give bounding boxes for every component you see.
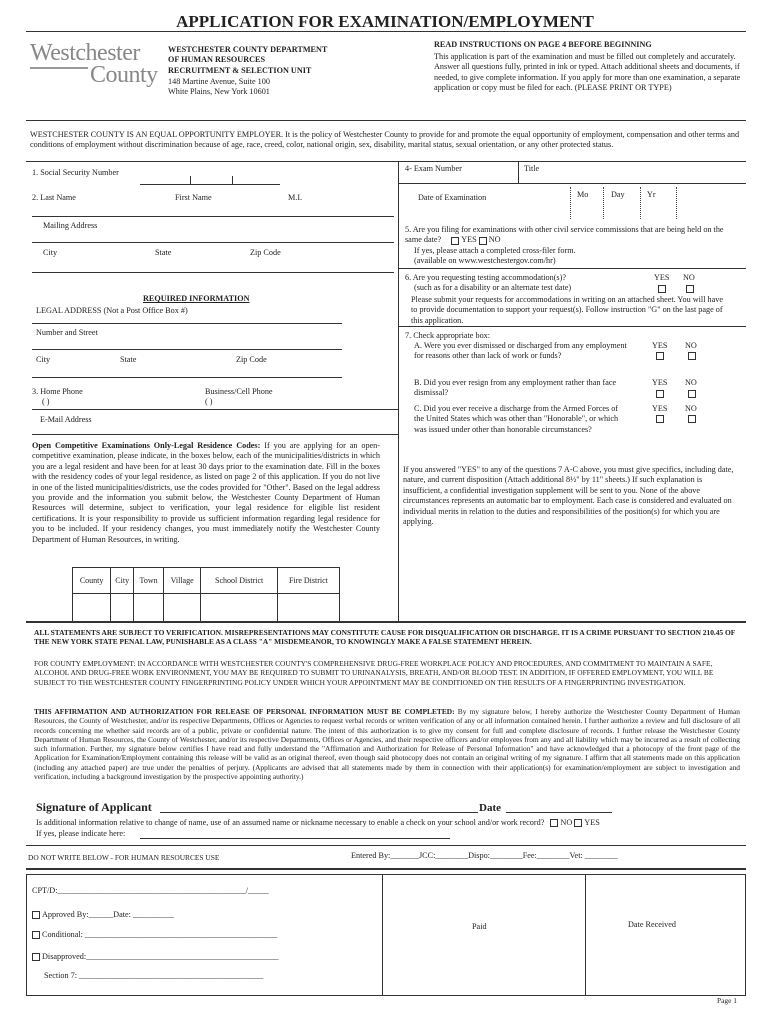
year-label: Yr xyxy=(647,190,656,199)
q7b-no-checkbox[interactable] xyxy=(688,390,696,398)
name-change-field[interactable] xyxy=(140,828,450,838)
code-county-input[interactable] xyxy=(73,594,111,622)
business-phone-paren: ( ) xyxy=(205,397,213,406)
mi-label: M.I. xyxy=(288,193,303,202)
month-label: Mo xyxy=(577,190,589,199)
phone-field[interactable] xyxy=(32,397,394,409)
q7c-yes-label: YES xyxy=(652,404,668,413)
name-change-yes-checkbox[interactable] xyxy=(574,819,582,827)
zip-label: Zip Code xyxy=(250,248,281,257)
q7a-yes-checkbox[interactable] xyxy=(656,352,664,360)
hr-section7-line: Section 7: _____________________________________________ xyxy=(44,971,264,980)
verification-statement: ALL STATEMENTS ARE SUBJECT TO VERIFICATION. MISREPRESENTATIONS MAY CONSTITUTE CAUSE FOR DISQUALIFICATION OR DISCHARGE. IT IS A CRIME PURSUANT TO SECTION 210.45 OF THE NEW YORK STATE PENAL LAW, PUNISHABLE AS A CLASS "A" MISDEMEANOR, TO KNOWINGLY MAKE A FALSE STATEMENT HEREIN. xyxy=(34,628,735,647)
q7c-yes-checkbox[interactable] xyxy=(656,415,664,423)
q5-text: 5. Are you filing for examinations with other civil service commissions that are being held on the same date? YES NO xyxy=(405,225,724,245)
exam-title-field[interactable] xyxy=(520,174,744,182)
hr-use-header: DO NOT WRITE BELOW - FOR HUMAN RESOURCES USE xyxy=(28,853,220,862)
q6-note: Please submit your requests for accommodations in writing on an attached sheet. You will have to provide documentation to support your request(s). Follow instruction "G" on the last page of this application. xyxy=(411,295,723,325)
hr-entered-line: Entered By:_______JCC:________Dispo:________Fee:________Vet: ________ xyxy=(351,851,618,860)
hr-conditional-line: Conditional: _______________________________________________ xyxy=(32,930,277,940)
approved-checkbox[interactable] xyxy=(32,911,40,919)
required-info-heading: REQUIRED INFORMATION xyxy=(143,294,250,303)
name-change-no-checkbox[interactable] xyxy=(550,819,558,827)
q5-note2: (available on www.westchestergov.com/hr) xyxy=(414,256,556,265)
day-label: Day xyxy=(611,190,625,199)
q7a-yes-label: YES xyxy=(652,341,668,350)
code-school-header: School District xyxy=(201,568,278,594)
drug-free-statement: FOR COUNTY EMPLOYMENT: IN ACCORDANCE WITH WESTCHESTER COUNTY'S COMPREHENSIVE DRUG-FREE WORKPLACE POLICY AND PROCEDURES, AND COMMITMENT TO MAINTAIN A SAFE, ALCOHOL AND DRUG-FREE WORK ENVIRONMENT, YOU MAY BE REQUIRED TO SUBMIT TO URINANALYSIS, BREATH, AND/OR BLOOD TEST. IN ADDITION, IF OFFERED EMPLOYMENT, YOU WILL BE SUBJECT TO THE WESTCHESTER COUNTY FINGERPRINTING POLICY UNDER WHICH YOUR APPOINTMENT MAY BE CONDITIONED ON THE RESULTS OF A FINGERPRINTING INVESTIGATION. xyxy=(34,659,714,687)
name-field[interactable] xyxy=(32,203,394,217)
business-phone-label: Business/Cell Phone xyxy=(205,387,273,396)
q6-no-checkbox[interactable] xyxy=(686,285,694,293)
number-street-label: Number and Street xyxy=(36,328,98,337)
q5-yes-checkbox[interactable] xyxy=(451,237,459,245)
q6-yes-checkbox[interactable] xyxy=(658,285,666,293)
page-title: APPLICATION FOR EXAMINATION/EMPLOYMENT xyxy=(176,12,594,31)
ssn-field[interactable] xyxy=(140,170,280,184)
q7c-no-checkbox[interactable] xyxy=(688,415,696,423)
date-label: Date xyxy=(479,802,501,814)
q7b-text: B. Did you ever resign from any employment rather than face dismissal? xyxy=(414,378,617,398)
state-label: State xyxy=(155,248,172,257)
code-county-header: County xyxy=(73,568,111,594)
q7c-no-label: NO xyxy=(685,404,697,413)
first-name-label: First Name xyxy=(175,193,212,202)
signature-date-field[interactable] xyxy=(506,799,612,812)
hr-approved-line: Approved By:______Date: __________ xyxy=(32,910,174,920)
code-school-input[interactable] xyxy=(201,594,278,622)
q5-note1: If yes, please attach a completed cross-filer form. xyxy=(414,246,576,255)
exam-date-label: Date of Examination xyxy=(418,193,487,202)
q6-text: 6. Are you requesting testing accommodation(s)? xyxy=(405,273,566,282)
conditional-checkbox[interactable] xyxy=(32,931,40,939)
residence-codes-text: Open Competitive Examinations Only-Legal Residence Codes: If you are applying for an open-competitive examination, please indicate, in the boxes below, each of the municipalities/districts in which you are a legal resident and have been for at least 30 days prior to the examination date. Fill in the boxes with the residency codes of your legal residence, as listed on page 2 of this application. If you do not live in one of the listed municipalities/districts, use the codes provided for "Other". Based on the legal address you provide and the information you submit below, the Westchester County Department of Human Resources will determine, subject to verification, your legal residence for eligible list resident certifications. It is your responsibility to provide us sufficient information regarding legal residence for you to be included. If your residency changes, you must immediately notify the Westchester County Department of Human Resources, in writing. xyxy=(32,441,381,544)
q5-no-checkbox[interactable] xyxy=(479,237,487,245)
ssn-label: 1. Social Security Number xyxy=(32,168,119,177)
email-field[interactable] xyxy=(32,424,394,434)
hr-date-received-label: Date Received xyxy=(628,920,676,929)
q7b-no-label: NO xyxy=(685,378,697,387)
city-state-zip-field[interactable] xyxy=(32,258,394,272)
q7a-no-checkbox[interactable] xyxy=(688,352,696,360)
instructions-body: This application is part of the examination and must be filled out completely and accurately. Answer all questions fully, printed in ink or typed. Attach additional sheets and documents, if needed, to give complete information. If you apply for more than one examination, a separate application or copy must be filed for each. (PLEASE PRINT OR TYPE) xyxy=(434,52,741,93)
home-phone-paren: ( ) xyxy=(42,397,50,406)
residence-codes-table xyxy=(72,567,340,622)
hr-paid-label: Paid xyxy=(472,922,487,931)
legal-city-state-zip-field[interactable] xyxy=(32,365,394,377)
name-change-indicate-label: If yes, please indicate here: xyxy=(36,829,126,838)
legal-zip-label: Zip Code xyxy=(236,355,267,364)
q7a-text: A. Were you ever dismissed or discharged from any employment for reasons other than lack of work or funds? xyxy=(414,341,627,361)
dept-address: 148 Martine Avenue, Suite 100 White Plains, New York 10601 xyxy=(168,77,270,97)
page-number: Page 1 xyxy=(717,996,737,1005)
eeo-statement: WESTCHESTER COUNTY IS AN EQUAL OPPORTUNITY EMPLOYER. It is the policy of Westchester County to provide for and promote the equal opportunity of employment, compensation and other terms and conditions of employment without discrimination because of age, race, creed, color, national origin, sex, disability, marital status, sexual orientation, or any other protected status. xyxy=(30,130,740,150)
mailing-address-label: Mailing Address xyxy=(43,221,98,230)
exam-number-label: 4- Exam Number xyxy=(405,164,462,173)
code-fire-header: Fire District xyxy=(277,568,339,594)
signature-label: Signature of Applicant xyxy=(36,800,152,814)
code-city-header: City xyxy=(111,568,134,594)
disapproved-checkbox[interactable] xyxy=(32,953,40,961)
last-name-label: 2. Last Name xyxy=(32,193,76,202)
signature-field[interactable] xyxy=(160,798,478,812)
westchester-county-logo: Westchester County xyxy=(30,40,158,88)
code-town-input[interactable] xyxy=(134,594,164,622)
code-fire-input[interactable] xyxy=(277,594,339,622)
code-village-header: Village xyxy=(163,568,200,594)
legal-state-label: State xyxy=(120,355,137,364)
q7-heading: 7. Check appropriate box: xyxy=(405,331,491,340)
exam-number-field[interactable] xyxy=(400,174,516,182)
code-village-input[interactable] xyxy=(163,594,200,622)
legal-address-label: LEGAL ADDRESS (Not a Post Office Box #) xyxy=(36,306,188,315)
q7-note: If you answered "YES" to any of the questions 7 A-C above, you must give specifics, including date, nature, and current disposition (Attach additional 8½" by 11" sheets.) If such explanation is insufficient, a confidential investigation supplement will be sent to you. None of the above circumstances represents an automatic bar to employment. Each case is considered and evaluated on individual merits in relation to the duties and responsibilities of the position(s) for which you are applying. xyxy=(403,465,734,527)
code-city-input[interactable] xyxy=(111,594,134,622)
exam-title-label: Title xyxy=(524,164,540,173)
q6-sub: (such as for a disability or an alternate test date) xyxy=(414,283,572,292)
name-change-question: Is additional information relative to change of name, use of an assumed name or nickname necessary to enable a check on your school and/or work record? NO YES xyxy=(36,818,600,827)
q7b-yes-label: YES xyxy=(652,378,668,387)
city-label: City xyxy=(43,248,58,257)
q6-yes-label: YES xyxy=(654,273,670,282)
q7a-no-label: NO xyxy=(685,341,697,350)
affirmation-statement: THIS AFFIRMATION AND AUTHORIZATION FOR RELEASE OF PERSONAL INFORMATION MUST BE COMPLETED: By my signature below, I hereby authorize the Westchester County Department of Human Resources, the County of Westchester, and/or its respective Departments, Offices or Agencies to request verbal records or written verification of any or all information contained herein. I further authorize a review and full disclosure of all records concerning me whether said records are of a public, private or confidential nature. The intent of this authorization is to give my consent for full and complete disclosure of records. I further release the Westchester County Department of Human Resources, the County of Westchester, and/or its respective Departments, Offices or Agencies, and their respective officers and/or employees from any and all liability which may be incurred as a result of collecting such information. Further, my signature below certifies I have read and fully understand the "Affirmation and Authorization for Release of Personal Information" and have acknowledged that a photocopy of the front page of the Application for Examination/Employment containing this release will be valid as an original thereof, even though said photocopy does not contain an original writing of my signature. I affirm that all statements made on this application (including any attached paper) are true under the penalties of perjury. (Applicants are advised that all statements made by them in connection with their application(s) for examination/employment are subject to investigation and verification, including a background investigation by the prospective appointing authority.) xyxy=(34,707,740,782)
home-phone-label: 3. Home Phone xyxy=(32,387,83,396)
hr-disapproved-line: Disapproved:_______________________________________________ xyxy=(32,952,279,962)
email-label: E-Mail Address xyxy=(40,415,92,424)
exam-date-field[interactable] xyxy=(571,200,675,216)
code-town-header: Town xyxy=(134,568,164,594)
q7b-yes-checkbox[interactable] xyxy=(656,390,664,398)
hr-cpt-line: CPT/D:______________________________________________/_____ xyxy=(32,886,269,895)
legal-city-label: City xyxy=(36,355,51,364)
dept-name: WESTCHESTER COUNTY DEPARTMENT OF HUMAN RESOURCES RECRUITMENT & SELECTION UNIT xyxy=(168,45,328,75)
q6-no-label: NO xyxy=(683,273,695,282)
instructions-heading: READ INSTRUCTIONS ON PAGE 4 BEFORE BEGINNING xyxy=(434,40,652,49)
q7c-text: C. Did you ever receive a discharge from the Armed Forces of the United States which was other than "Honorable", or which was issued under other than honorable circumstances? xyxy=(414,404,619,434)
